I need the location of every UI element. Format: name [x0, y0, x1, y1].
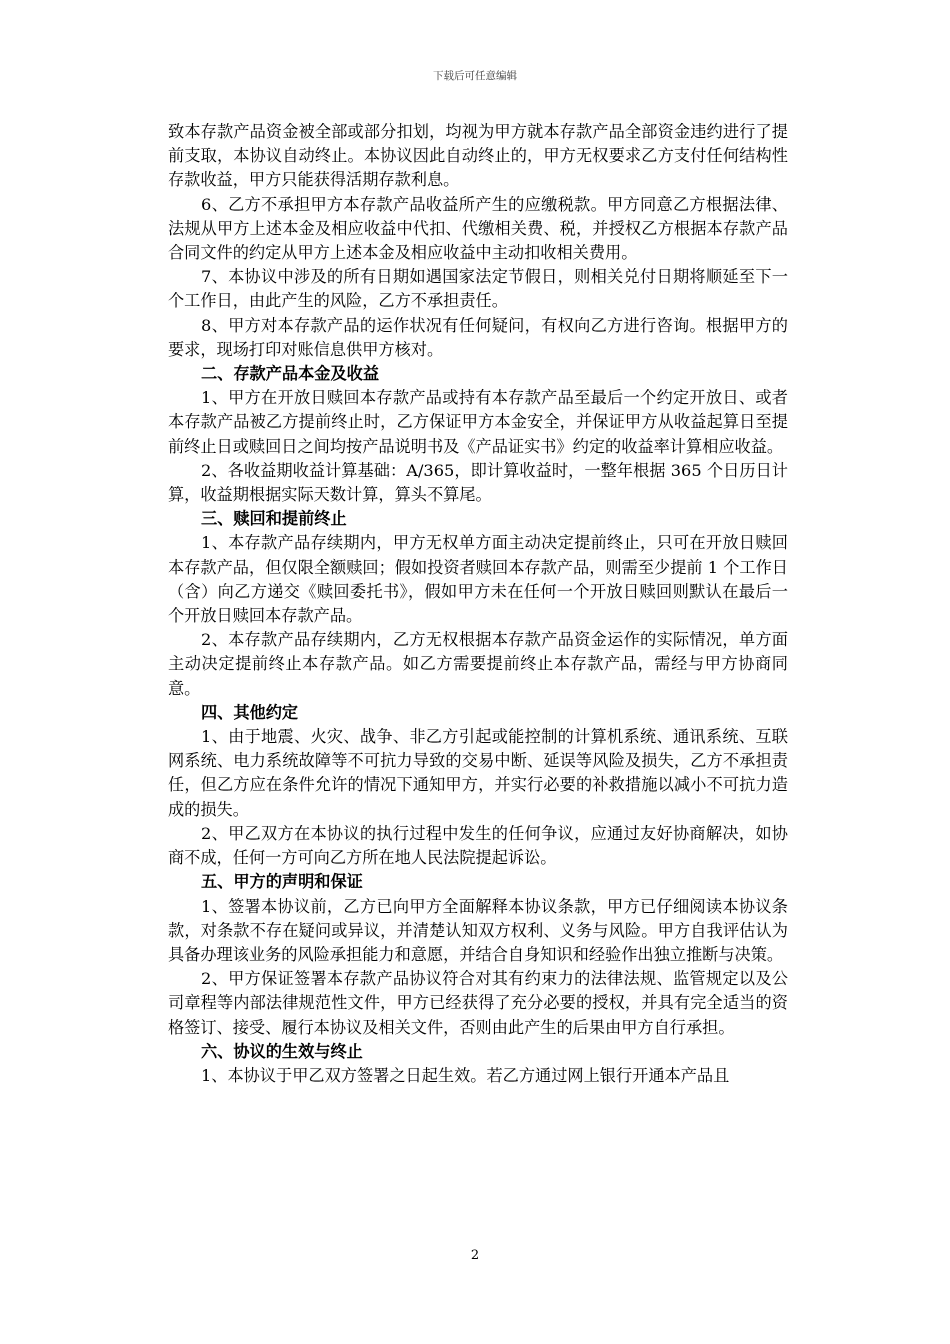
body-paragraph: 1、甲方在开放日赎回本存款产品或持有本存款产品至最后一个约定开放日、或者本存款产品被乙方提前终止时，乙方保证甲方本金安全，并保证甲方从收益起算日至提前终止日或赎回日之间均按产品说明书及《产品证实书》约定的收益率计算相应收益。: [168, 388, 788, 456]
body-paragraph: 1、本协议于甲乙双方签署之日起生效。若乙方通过网上银行开通本产品且: [201, 1065, 730, 1085]
body-paragraph: 2、甲方保证签署本存款产品协议符合对其有约束力的法律法规、监管规定以及公司章程等内部法律规范性文件，甲方已经获得了充分必要的授权，并具有完全适当的资格签订、接受、履行本协议及相关文件，否则由此产生的后果由甲方自行承担。: [168, 969, 788, 1037]
body-paragraph: 8、甲方对本存款产品的运作状况有任何疑问，有权向乙方进行咨询。根据甲方的要求，现场打印对账信息供甲方核对。: [168, 315, 788, 359]
body-paragraph: 致本存款产品资金被全部或部分扣划，均视为甲方就本存款产品全部资金违约进行了提前支取，本协议自动终止。本协议因此自动终止的，甲方无权要求乙方支付任何结构性存款收益，甲方只能获得活期存款利息。: [168, 122, 788, 190]
body-paragraph: 2、各收益期收益计算基础：A/365，即计算收益时，一整年根据 365 个日历日计算，收益期根据实际天数计算，算头不算尾。: [168, 460, 788, 505]
section-heading: 三、赎回和提前终止: [201, 509, 347, 529]
section-heading: 五、甲方的声明和保证: [201, 872, 363, 892]
page-number: 2: [470, 1248, 480, 1263]
page-header: 下载后可任意编辑: [433, 70, 517, 82]
body-paragraph: 1、签署本协议前，乙方已向甲方全面解释本协议条款，甲方已仔细阅读本协议条款，对条款不存在疑问或异议，并清楚认知双方权利、义务与风险。甲方自我评估认为具备办理该业务的风险承担能力和意愿，并结合自身知识和经验作出独立推断与决策。: [168, 896, 788, 964]
body-paragraph: 1、本存款产品存续期内，甲方无权单方面主动决定提前终止，只可在开放日赎回本存款产品，但仅限全额赎回；假如投资者赎回本存款产品，则需至少提前 1 个工作日（含）向乙方递交《赎回委托书》，假如甲方未在任何一个开放日赎回则默认在最后一个开放日赎回本存款产品。: [168, 533, 788, 626]
body-paragraph: 7、本协议中涉及的所有日期如遇国家法定节假日，则相关兑付日期将顺延至下一个工作日，由此产生的风险，乙方不承担责任。: [168, 267, 788, 311]
section-heading: 二、存款产品本金及收益: [201, 364, 380, 384]
body-paragraph: 2、本存款产品存续期内，乙方无权根据本存款产品资金运作的实际情况，单方面主动决定提前终止本存款产品。如乙方需要提前终止本存款产品，需经与甲方协商同意。: [168, 630, 788, 698]
section-heading: 六、协议的生效与终止: [201, 1041, 363, 1061]
section-heading: 四、其他约定: [201, 702, 299, 722]
document-body: [168, 120, 788, 1088]
body-paragraph: 6、乙方不承担甲方本存款产品收益所产生的应缴税款。甲方同意乙方根据法律、法规从甲方上述本金及相应收益中代扣、代缴相关费、税，并授权乙方根据本存款产品合同文件的约定从甲方上述本金及相应收益中主动扣收相关费用。: [168, 194, 788, 263]
body-paragraph: 1、由于地震、火灾、战争、非乙方引起或能控制的计算机系统、通讯系统、互联网系统、电力系统故障等不可抗力导致的交易中断、延误等风险及损失，乙方不承担责任，但乙方应在条件允许的情况下通知甲方，并实行必要的补救措施以减小不可抗力造成的损失。: [168, 727, 788, 819]
body-paragraph: 2、甲乙双方在本协议的执行过程中发生的任何争议，应通过友好协商解决，如协商不成，任何一方可向乙方所在地人民法院提起诉讼。: [168, 823, 788, 868]
